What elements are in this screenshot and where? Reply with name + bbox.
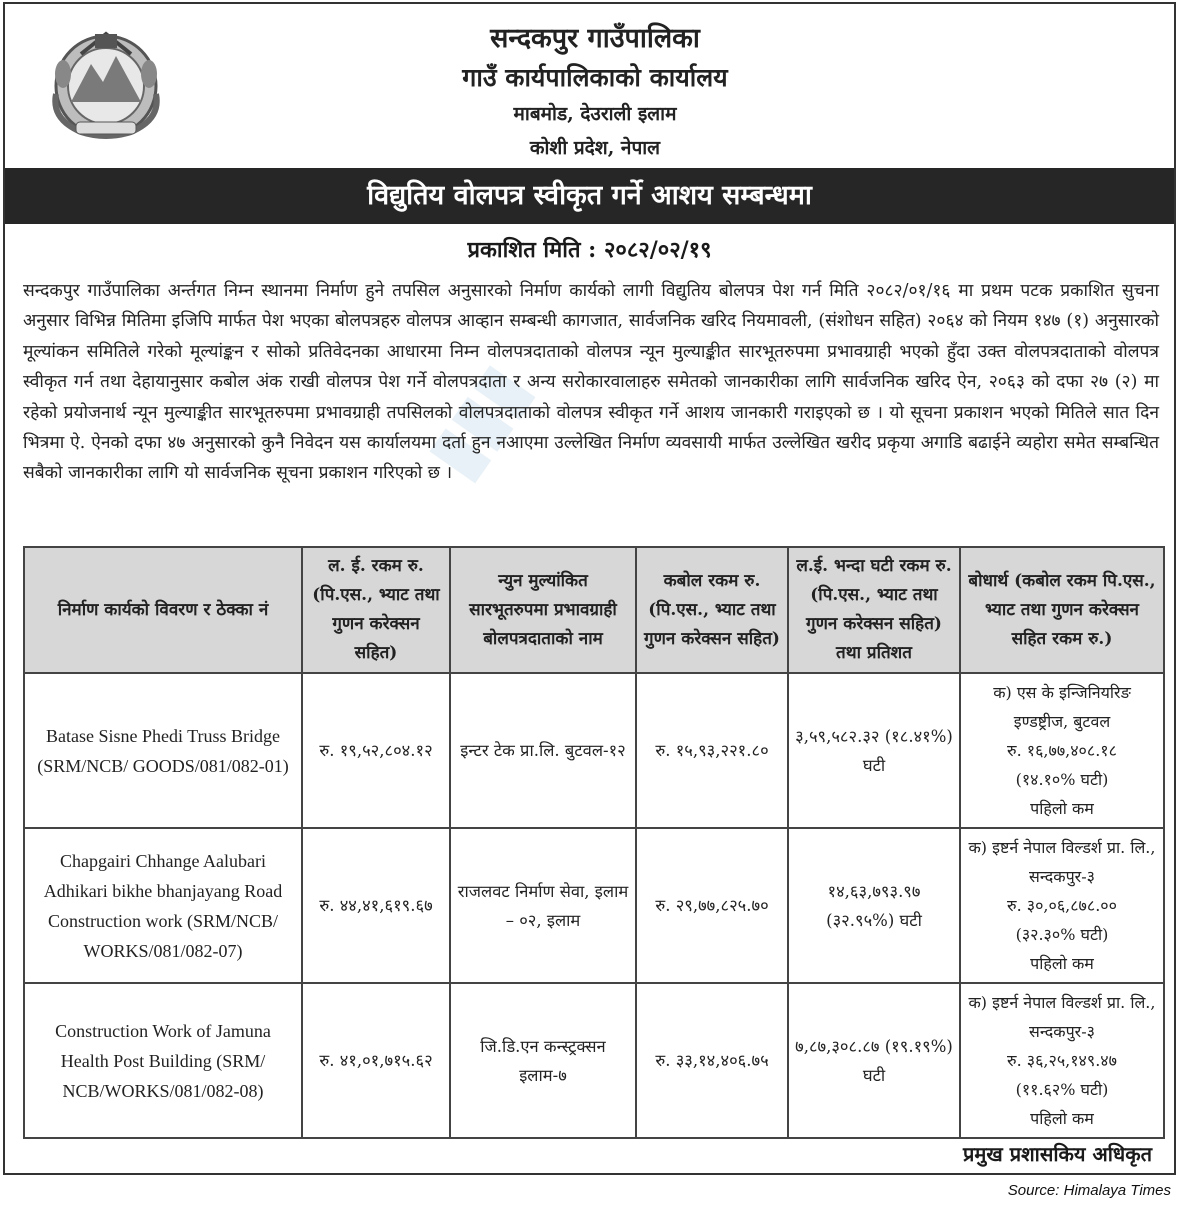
publish-date: प्रकाशित मिति : २०८२/०२/१९ — [467, 237, 712, 263]
work-description: Chapgairi Chhange Aalubari Adhikari bikhe bhanjayang Road Construction work (SRM/NCB/ WORKS/081/082-07) — [24, 828, 302, 983]
bid-amount: रु. १५,९३,२२१.८० — [636, 673, 788, 828]
col-header-bid-amount: कबोल रकम रु. (पि.एस., भ्याट तथा गुणन करेक्सन सहित) — [636, 547, 788, 673]
cc-percent: (१४.१०% घटी) — [1015, 770, 1109, 789]
source-credit: Source: Himalaya Times — [1007, 1182, 1171, 1199]
col-header-cc: बोधार्थ (कबोल रकम पि.एस., भ्याट तथा गुणन करेक्सन सहित रकम रु.) — [960, 547, 1164, 673]
cc-firm: क) इष्टर्न नेपाल विल्डर्श प्रा. लि., सन्दकपुर-३ — [968, 838, 1156, 886]
notice-body: सन्दकपुर गाउँपालिका अर्न्तगत निम्न स्थानमा निर्माण हुने तपसिल अनुसारको निर्माण कार्यको लागी विद्युतिय बोलपत्र पेश गर्न मिति २०८२/०१/१६ मा प्रथम पटक प्रकाशित सुचना अनुसार विभिन्न मितिमा इजिपि मार्फत पेश भएका बोलपत्रहरु वोलपत्र आव्हान सम्बन्धी कागजात, सार्वजनिक खरिद नियमावली, (संशोधन सहित) २०६४ को नियम १४७ (१) अनुसारको मूल्यांकन समितिले गरेको मूल्यांङ्कन र सोको प्रतिवेदनका आधारमा निम्न वोलपत्रदाताको वोलपत्र न्यून मुल्याङ्कीत सारभूतरुपमा प्रभावग्राही भएको हुँदा उक्त वोलपत्रदाताको वोलपत्र स्वीकृत गर्न तथा देहायानुसार कबोल अंक राखी वोलपत्र पेश गर्ने वोलपत्रदाता र अन्य सरोकारवालाहरु समेतको जानकारीका लागि सार्वजनिक खरिद ऐन, २०६३ को दफा २७ (२) मा रहेको प्रयोजनार्थ न्यून मुल्याङ्कीत सारभूतरुपमा प्रभावग्राही तपसिलको वोलपत्रदाताको वोलपत्र स्वीकृत गर्ने आशय जानकारी गराइएको छ । यो सूचना प्रकाशन भएको मितिले सात दिन भित्रमा ऐ. ऐनको दफा ४७ अनुसारको कुनै निवेदन यस कार्यालयमा दर्ता हुन नआएमा उल्लेखित निर्माण व्यवसायी मार्फत उल्लेखित खरीद प्रकृया अगाडि बढाईने व्यहोरा समेत सम्बन्धित सबैको जानकारीका लागि यो सार्वजनिक सूचना प्रकाशन गरिएको छ । — [23, 281, 1159, 484]
cc-percent: (३२.३०% घटी) — [1015, 925, 1109, 944]
bid-amount: रु. ३३,१४,४०६.७५ — [636, 983, 788, 1138]
table-row — [24, 828, 1164, 983]
bid-table — [23, 546, 1165, 1139]
table-row — [24, 673, 1164, 828]
col-header-estimate: ल. ई. रकम रु. (पि.एस., भ्याट तथा गुणन करेक्सन सहित) — [302, 547, 450, 673]
col-header-bidder: न्युन मुल्यांकित सारभूतरुपमा प्रभावग्राही बोलपत्रदाताको नाम — [450, 547, 636, 673]
cc-rank: पहिलो कम — [1030, 954, 1094, 973]
bid-amount: रु. २९,७७,८२५.७० — [636, 828, 788, 983]
nepal-government-emblem-icon — [41, 24, 171, 144]
office-name: गाउँ कार्यपालिकाको कार्यालय — [462, 63, 728, 92]
bidder-name: राजलवट निर्माण सेवा, इलाम – ०२, इलाम — [450, 828, 636, 983]
office-address: माबमोड, देउराली इलाम — [513, 103, 677, 125]
bidder-name: जि.डि.एन कन्स्ट्रक्सन इलाम-७ — [450, 983, 636, 1138]
estimate-amount: रु. ४१,०१,७१५.६२ — [302, 983, 450, 1138]
work-description: Batase Sisne Phedi Truss Bridge (SRM/NCB/ GOODS/081/082-01) — [24, 673, 302, 828]
less-amount: १४,६३,७९३.९७ (३२.९५%) घटी — [788, 828, 960, 983]
cc-firm: क) इष्टर्न नेपाल विल्डर्श प्रा. लि., सन्दकपुर-३ — [968, 993, 1156, 1041]
less-amount: ७,८७,३०८.८७ (१९.१९%) घटी — [788, 983, 960, 1138]
notice-title: विद्युतिय वोलपत्र स्वीकृत गर्ने आशय सम्बन्धमा — [5, 168, 1174, 224]
cc-percent: (११.६२% घटी) — [1015, 1080, 1109, 1099]
cc-info — [960, 828, 1164, 983]
watermark-shape: ▮▮▮ — [412, 351, 543, 491]
notice-frame — [3, 2, 1176, 1175]
col-header-less-amount: ल.ई. भन्दा घटी रकम रु. (पि.एस., भ्याट तथा गुणन करेक्सन सहित) तथा प्रतिशत — [788, 547, 960, 673]
estimate-amount: रु. १९,५२,८०४.१२ — [302, 673, 450, 828]
col-header-work: निर्माण कार्यको विवरण र ठेक्का नं — [24, 547, 302, 673]
cc-info — [960, 673, 1164, 828]
less-amount: ३,५९,५८२.३२ (१८.४१%) घटी — [788, 673, 960, 828]
org-name: सन्दकपुर गाउँपालिका — [490, 23, 700, 54]
cc-amount: रु. १६,७७,४०८.१८ — [1007, 741, 1117, 760]
bidder-name: इन्टर टेक प्रा.लि. बुटवल-१२ — [450, 673, 636, 828]
cc-rank: पहिलो कम — [1030, 1109, 1094, 1128]
cc-amount: रु. ३६,२५,१४९.४७ — [1007, 1051, 1117, 1070]
cc-info — [960, 983, 1164, 1138]
table-row — [24, 983, 1164, 1138]
estimate-amount: रु. ४४,४१,६१९.६७ — [302, 828, 450, 983]
cc-rank: पहिलो कम — [1030, 799, 1094, 818]
notice-header — [5, 4, 1174, 168]
cc-amount: रु. ३०,०६,८७८.०० — [1007, 896, 1117, 915]
signature-title: प्रमुख प्रशासकिय अधिकृत — [963, 1142, 1152, 1166]
cc-firm: क) एस के इन्जिनियरिङ इण्डष्ट्रीज, बुटवल — [993, 683, 1131, 731]
province: कोशी प्रदेश, नेपाल — [529, 137, 661, 159]
work-description: Construction Work of Jamuna Health Post Building (SRM/ NCB/WORKS/081/082-08) — [24, 983, 302, 1138]
